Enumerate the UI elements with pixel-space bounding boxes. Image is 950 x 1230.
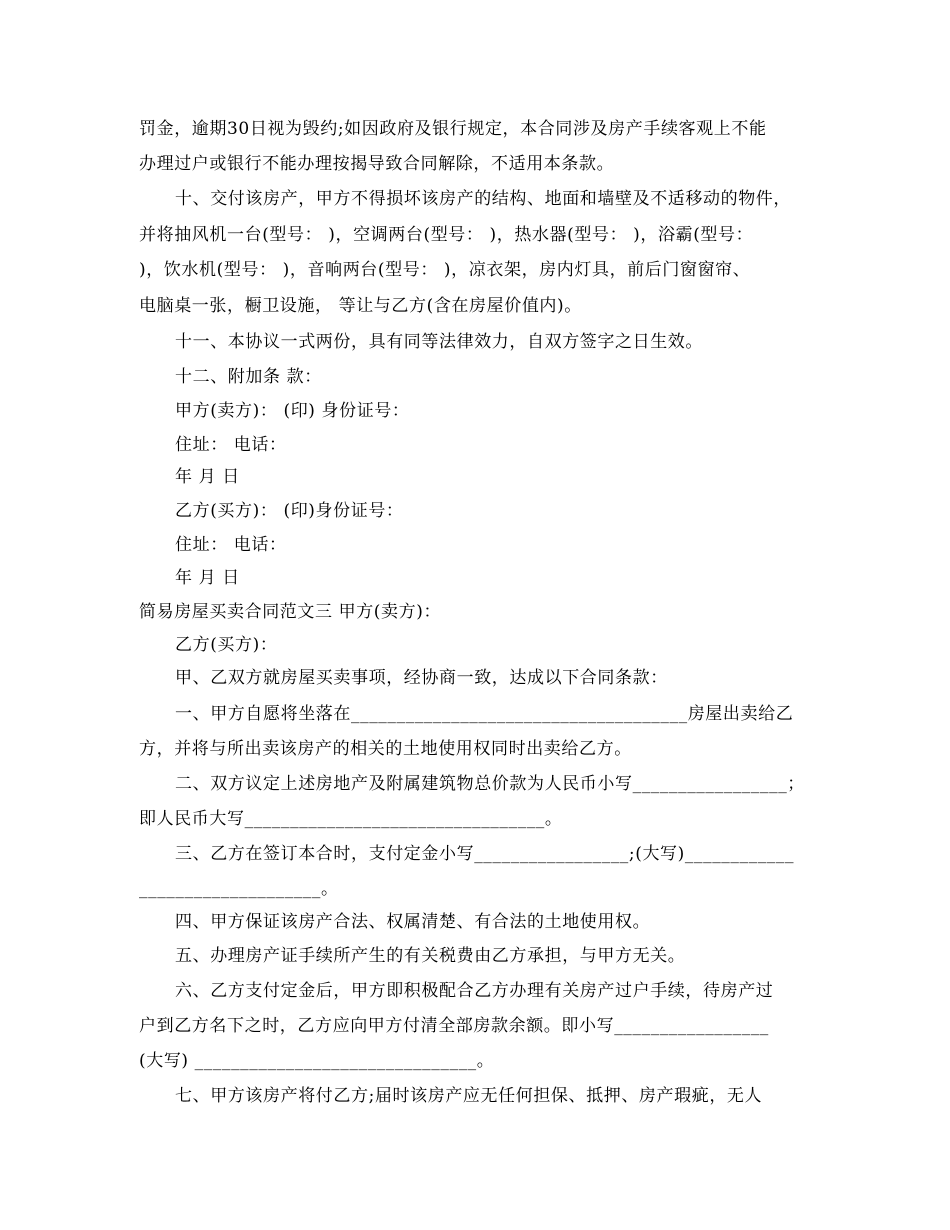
text-line: 方，并将与所出卖该房产的相关的土地使用权同时出卖给乙方。 bbox=[139, 739, 632, 759]
text-line: 十二、附加条 款： bbox=[175, 367, 322, 387]
text-line: 三、乙方在签订本合时，支付定金小写_________________;(大写)____________ bbox=[175, 844, 795, 864]
text-line: 十一、本协议一式两份，具有同等法律效力，自双方签字之日生效。 bbox=[175, 332, 703, 352]
text-line: 乙方(买方)： bbox=[175, 635, 278, 655]
text-line: 七、甲方该房产将付乙方;届时该房产应无任何担保、抵押、房产瑕疵，无人 bbox=[175, 1086, 763, 1106]
text-line: )，饮水机(型号： )，音响两台(型号： )，凉衣架，房内灯具，前后门窗窗帘、 bbox=[139, 260, 751, 280]
text-line: 罚金，逾期30日视为毁约;如因政府及银行规定，本合同涉及房产手续客观上不能 bbox=[139, 119, 767, 139]
text-line: 五、办理房产证手续所产生的有关税费由乙方承担，与甲方无关。 bbox=[175, 946, 686, 966]
text-line: 四、甲方保证该房产合法、权属清楚、有合法的土地使用权。 bbox=[175, 912, 651, 932]
text-line: 甲、乙双方就房屋买卖事项，经协商一致，达成以下合同条款： bbox=[175, 668, 668, 688]
text-line: 即人民币大写_________________________________。 bbox=[139, 809, 563, 829]
text-line: 年 月 日 bbox=[175, 467, 240, 487]
text-line: 户到乙方名下之时，乙方应向甲方付清全部房款余额。即小写_________________ bbox=[139, 1016, 769, 1036]
text-line: 乙方(买方)： (印)身份证号： bbox=[175, 501, 404, 521]
text-line: 十、交付该房产，甲方不得损坏该房产的结构、地面和墙壁及不适移动的物件， bbox=[175, 189, 791, 209]
text-line: (大写) _______________________________。 bbox=[139, 1051, 495, 1071]
text-line: 并将抽风机一台(型号： )，空调两台(型号： )，热水器(型号： )，浴霸(型号： bbox=[139, 225, 754, 245]
text-line: 住址： 电话： bbox=[175, 535, 287, 555]
text-line: 住址： 电话： bbox=[175, 435, 287, 455]
text-line: 六、乙方支付定金后，甲方即积极配合乙方办理有关房产过户手续，待房产过 bbox=[175, 981, 774, 1001]
text-line: 电脑桌一张，橱卫设施， 等让与乙方(含在房屋价值内)。 bbox=[139, 296, 582, 316]
text-line: 一、甲方自愿将坐落在_____________________________________房屋出卖给乙 bbox=[175, 704, 794, 724]
text-line: 甲方(卖方)： (印) 身份证号： bbox=[175, 401, 410, 421]
text-line: 年 月 日 bbox=[175, 568, 240, 588]
text-line: 二、双方议定上述房地产及附属建筑物总价款为人民币小写_________________； bbox=[175, 774, 805, 794]
text-line: 简易房屋买卖合同范文三 甲方(卖方)： bbox=[139, 602, 442, 622]
text-line: ____________________。 bbox=[139, 879, 339, 899]
text-line: 办理过户或银行不能办理按揭导致合同解除，不适用本条款。 bbox=[139, 154, 615, 174]
